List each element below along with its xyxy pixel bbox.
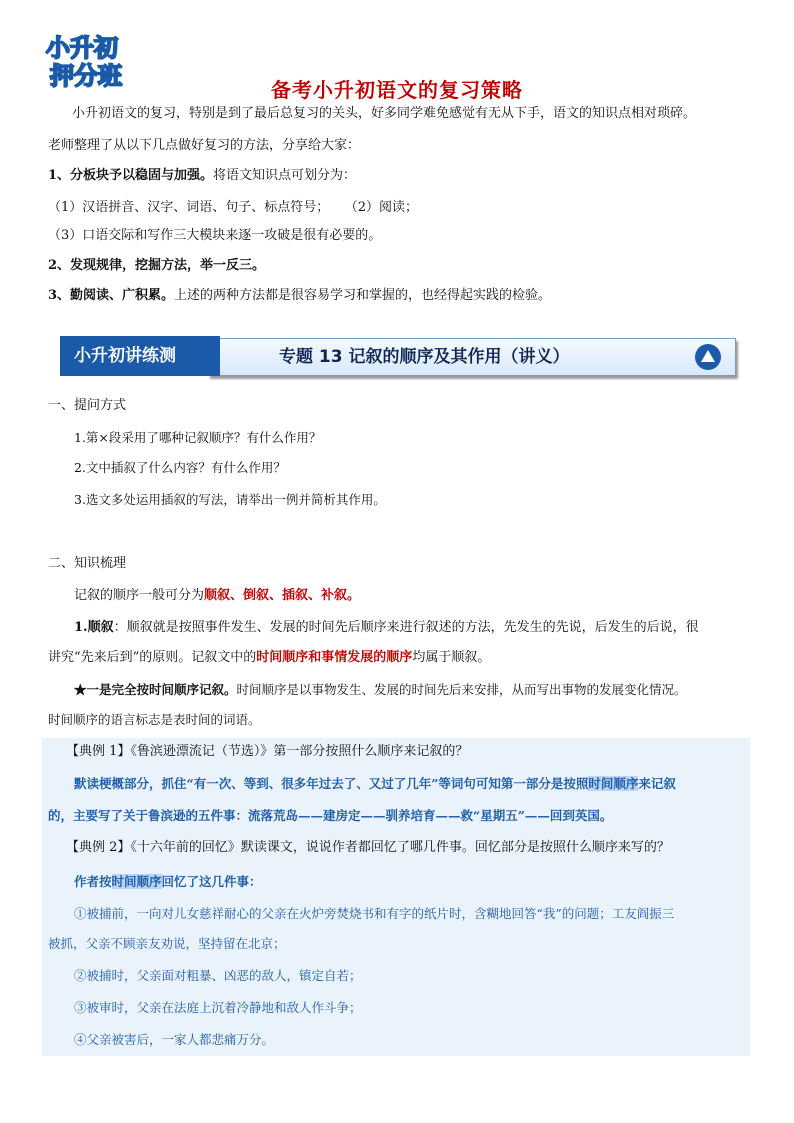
example2-answer-pre: 作者按 [74,874,112,889]
intro-item1-bold: 1、分板块予以稳固与加强。 [48,168,214,183]
example1-answer-line2: 的，主要写了关于鲁滨逊的五件事：流落荒岛——建房定——驯养培育——救“星期五”——回到英国。 [48,808,613,823]
section2-heading: 二、知识梳理 [48,556,127,571]
topic-banner [60,336,736,376]
star-line2: 时间顺序的语言标志是表时间的词语。 [48,712,261,727]
example1-answer-post: 来记叙 [638,776,676,791]
example2-item4: ④父亲被害后，一家人都悲痛万分。 [74,1032,275,1047]
intro-item1-a: （1）汉语拼音、汉字、词语、句子、标点符号； [48,200,330,215]
intro-item2: 2、发现规律，挖掘方法，举一反三。 [48,258,266,273]
example1-answer-hl: 时间顺序 [588,776,639,791]
example2-answer-post: 回忆了这几件事： [161,874,262,889]
example1-question: 【典例 1】《鲁滨逊漂流记（节选）》第一部分按照什么顺序来记叙的？ [66,744,469,759]
intro-p2: 老师整理了从以下几点做好复习的方法，分享给大家： [48,138,361,153]
example2-item1b: 被抓，父亲不顾亲友劝说，坚持留在北京； [48,936,286,951]
section1-heading: 一、提问方式 [48,398,127,413]
banner-title-box [208,338,736,376]
shunxu-text2-post: 均属于顺叙。 [412,650,491,665]
shunxu-text2-pre: 讲究“先来后到”的原则。记叙文中的 [48,650,257,665]
intro-item3-bold: 3、勤阅读、广积累。 [48,288,175,303]
shunxu-line1 [74,618,774,638]
intro-item1-b: （2）阅读； [351,200,419,215]
question-3: 3.选文多处运用插叙的写法，请举出一例并简析其作用。 [74,492,386,507]
question-1: 1.第×段采用了哪种记叙顺序？有什么作用？ [74,430,322,445]
logo-line1: 小升初 [46,34,118,62]
example2-answer-hl: 时间顺序 [111,874,162,889]
page-title: 备考小升初语文的复习策略 [271,78,523,102]
intro-item3-rest: 上述的两种方法都是很容易学习和掌握的，也经得起实践的检验。 [174,288,552,303]
narrative-types: 顺叙、倒叙、插叙、补叙。 [204,588,361,603]
example2-item3: ③被审时，父亲在法庭上沉着冷静地和敌人作斗争； [74,1000,362,1015]
up-triangle-icon [695,344,721,370]
intro-item1-c: （3）口语交际和写作三大模块来逐一攻破是很有必要的。 [48,228,382,243]
example2-item1a: ①被捕前，一向对儿女慈祥耐心的父亲在火炉旁焚烧书和有字的纸片时，含糊地回答“我”的问题；工友阎振三 [74,906,675,921]
section2-intro [74,586,794,606]
shunxu-text2-red: 时间顺序和事情发展的顺序 [256,650,413,665]
example2-answer-intro [74,872,794,892]
intro-item1-sub [48,198,768,218]
banner-label: 小升初讲练测 [60,336,220,376]
intro-item1 [48,166,768,186]
intro-item3 [48,286,768,306]
shunxu-line2 [48,648,768,668]
intro-item1-rest: 将语文知识点可划分为： [213,168,357,183]
intro-p1: 小升初语文的复习，特别是到了最后总复习的关头，好多同学难免感觉有无从下手，语文的知识点相对琐碎。 [72,106,697,121]
section2-intro-pre: 记叙的顺序一般可分为 [74,588,205,603]
banner-title: 专题 13 记叙的顺序及其作用（讲义） [279,347,570,367]
example2-question: 【典例 2】《十六年前的回忆》默读课文，说说作者都回忆了哪几件事。回忆部分是按照什么顺序来写的？ [66,840,670,855]
star-line1 [74,680,774,700]
example1-answer-line1 [74,774,754,794]
shunxu-text1: ：顺叙就是按照事件发生、发展的时间先后顺序来进行叙述的方法，先发生的先说，后发生的后说，很 [113,620,699,635]
example2-item2: ②被捕时，父亲面对粗暴、凶恶的敌人，镇定自若； [74,968,362,983]
shunxu-label: 1.顺叙 [74,620,114,635]
star-bold: ★一是完全按时间顺序记叙。 [74,682,237,697]
star-rest: 时间顺序是以事物发生、发展的时间先后来安排，从而写出事物的发展变化情况。 [236,682,687,697]
question-2: 2.文中插叙了什么内容？有什么作用？ [74,460,286,475]
logo-line2: 押分班 [50,62,122,90]
example1-answer-pre: 默读梗概部分，抓住“有一次、等到、很多年过去了、又过了几年”等词句可知第一部分是按照 [74,776,589,791]
